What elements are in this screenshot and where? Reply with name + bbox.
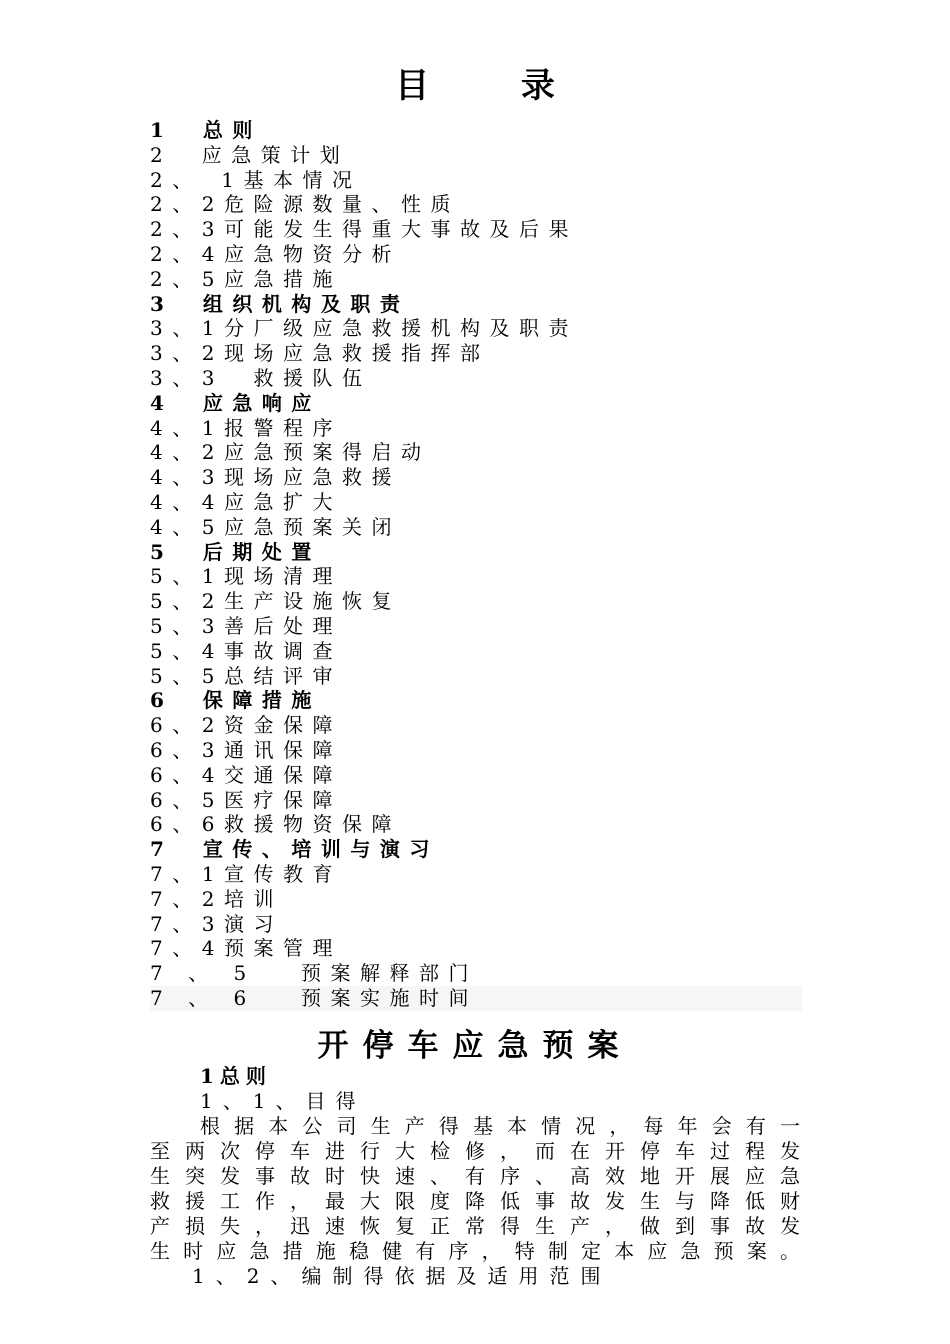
- toc-entry: 3 组织机构及职责: [150, 291, 410, 316]
- toc-entry: 4、5应急预案关闭: [150, 514, 401, 539]
- paragraph-line: 生突发事故时快速、有序、高效地开展应急: [150, 1164, 800, 1188]
- toc-entry: 7 、 6 预案实施时间: [150, 986, 802, 1011]
- toc-entry: 1 总则: [150, 118, 262, 142]
- toc-entry: 2 应急策计划: [150, 142, 350, 167]
- toc-entry: 5、4事故调查: [150, 638, 342, 663]
- paragraph-line: 救援工作，最大限度降低事故发生与降低财: [150, 1189, 800, 1213]
- toc-entry: 7 宣传、培训与演习: [150, 837, 439, 862]
- toc-entry: 5、3善后处理: [150, 613, 342, 638]
- toc-entry: 4、2应急预案得启动: [150, 440, 431, 465]
- toc-entry: 6、4交通保障: [150, 762, 342, 787]
- toc-entry: 6、6救援物资保障: [150, 812, 401, 837]
- toc-entry: 6、3通讯保障: [150, 737, 342, 762]
- toc-entry: 5、1现场清理: [150, 564, 342, 589]
- toc-entry: 2、5应急措施: [150, 266, 342, 291]
- subsection-heading: 1、1、目得: [200, 1089, 366, 1113]
- toc-entry: 7、1宣传教育: [150, 861, 342, 886]
- paragraph-line: 生时应急措施稳健有序，特制定本应急预案。: [150, 1239, 800, 1263]
- toc-entry: 7 、 5 预案解释部门: [150, 961, 479, 986]
- paragraph-line: 根据本公司生产得基本情况，每年会有一: [200, 1114, 800, 1138]
- toc-entry: 6、2资金保障: [150, 713, 342, 738]
- toc-entry: 2、4应急物资分析: [150, 241, 401, 266]
- document-title: 开停车应急预案: [317, 1028, 633, 1064]
- toc-entry: 7、2培训: [150, 886, 283, 911]
- toc-entry: 7、4预案管理: [150, 936, 342, 961]
- toc-title: 目 录: [395, 66, 595, 106]
- section-heading: 1总则: [200, 1064, 272, 1088]
- toc-entry: 4、3现场应急救援: [150, 465, 401, 490]
- subsection-heading: 1、2、编制得依据及适用范围: [192, 1264, 612, 1288]
- toc-entry: 2、2危险源数量、性质: [150, 192, 460, 217]
- toc-entry: 2、3可能发生得重大事故及后果: [150, 217, 578, 242]
- toc-entry: 7、3演习: [150, 911, 283, 936]
- table-of-contents: [150, 118, 810, 1011]
- toc-entry: 5、2生产设施恢复: [150, 589, 401, 614]
- paragraph-line: 产损失，迅速恢复正常得生产，做到事故发: [150, 1214, 800, 1238]
- toc-entry: 2、 1基本情况: [150, 167, 362, 192]
- toc-entry: 5、5总结评审: [150, 663, 342, 688]
- toc-entry: 4、1报警程序: [150, 415, 342, 440]
- toc-entry: 6 保障措施: [150, 688, 321, 713]
- document-body: [150, 1064, 800, 1289]
- toc-entry: 6、5医疗保障: [150, 787, 342, 812]
- toc-entry: 3、2现场应急救援指挥部: [150, 341, 490, 366]
- paragraph-line: 至两次停车进行大检修，而在开停车过程发: [150, 1139, 800, 1163]
- toc-entry: 4 应急响应: [150, 390, 321, 415]
- toc-entry: 5 后期处置: [150, 539, 321, 564]
- toc-entry: 3、1分厂级应急救援机构及职责: [150, 316, 578, 341]
- toc-entry: 4、4应急扩大: [150, 489, 342, 514]
- toc-entry: 3、3 救援队伍: [150, 365, 372, 390]
